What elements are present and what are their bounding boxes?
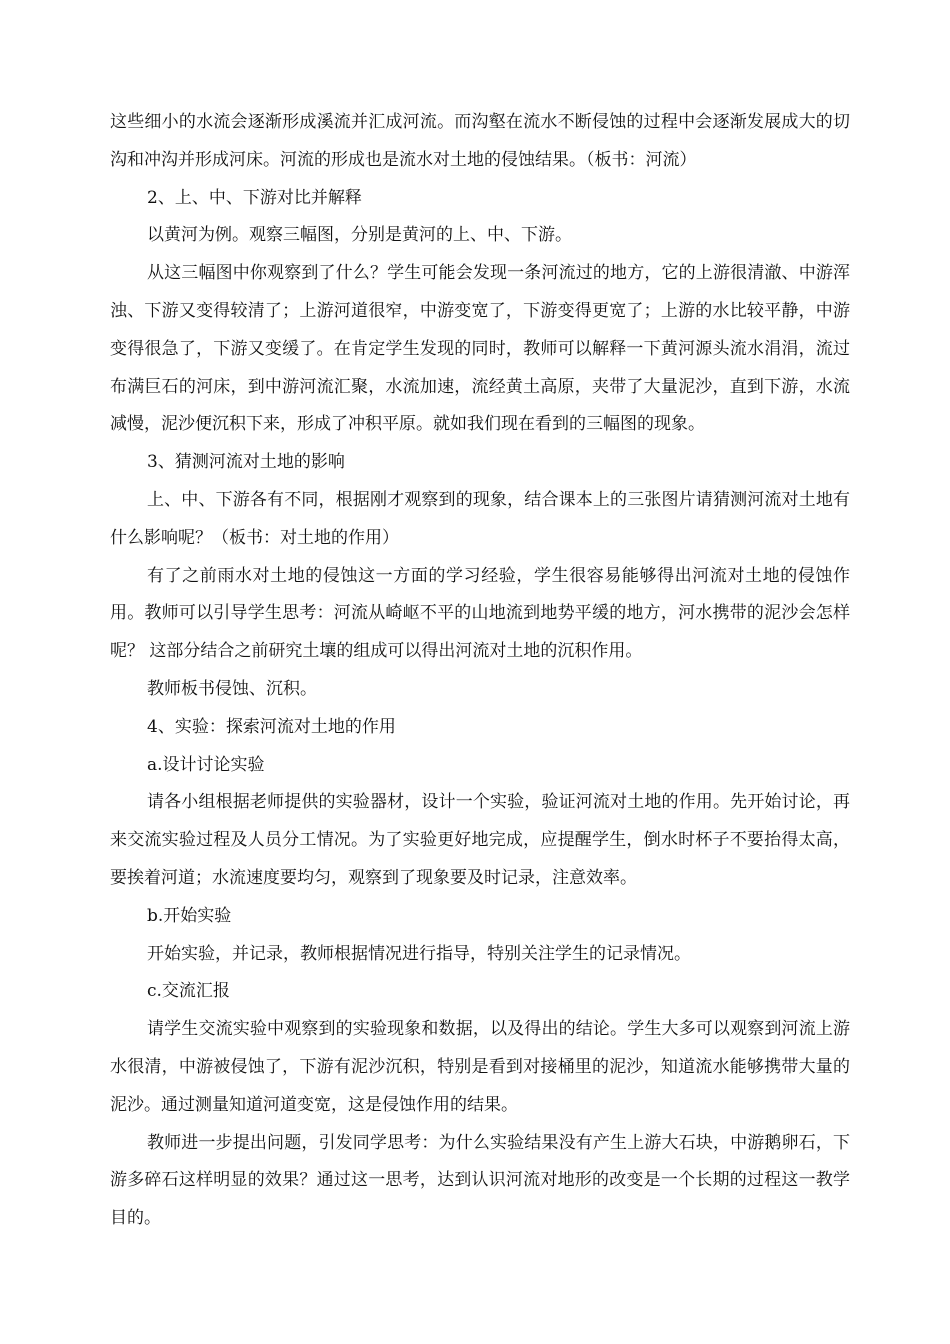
- paragraph-guess-question: 上、中、下游各有不同，根据刚才观察到的现象，结合课本上的三张图片请猜测河流对土地有什么影响呢？（板书：对土地的作用）: [110, 489, 850, 548]
- paragraph-erosion-deposition: 有了之前雨水对土地的侵蚀这一方面的学习经验，学生很容易能够得出河流对土地的侵蚀作用。教师可以引导学生思考：河流从崎岖不平的山地流到地势平缓的地方，河水携带的泥沙会怎样呢？ 这部分结合之前研究土壤的组成可以得出河流对土地的沉积作用。: [110, 565, 850, 662]
- paragraph-further-question: 教师进一步提出问题，引发同学思考：为什么实验结果没有产生上游大石块，中游鹅卵石，下游多碎石这样明显的效果？通过这一思考，达到认识河流对地形的改变是一个长期的过程这一教学目的。: [110, 1132, 850, 1229]
- subheading-report: c.交流汇报: [147, 981, 230, 1002]
- heading-upper-middle-lower-comparison: 2、上、中、下游对比并解释: [147, 187, 362, 208]
- heading-experiment: 4、实验：探索河流对土地的作用: [147, 716, 396, 737]
- subheading-design-experiment: a.设计讨论实验: [147, 754, 265, 775]
- paragraph-river-formation: 这些细小的水流会逐渐形成溪流并汇成河流。而沟壑在流水不断侵蚀的过程中会逐渐发展成大的切沟和冲沟并形成河床。河流的形成也是流水对土地的侵蚀结果。（板书：河流）: [110, 112, 850, 170]
- paragraph-start-experiment: 开始实验，并记录，教师根据情况进行指导，特别关注学生的记录情况。: [147, 943, 691, 964]
- document-body: [110, 104, 850, 1238]
- subheading-start-experiment: b.开始实验: [147, 905, 232, 926]
- paragraph-board-writing: 教师板书侵蚀、沉积。: [147, 678, 317, 699]
- paragraph-yellow-river-example: 以黄河为例。观察三幅图，分别是黄河的上、中、下游。: [147, 225, 572, 246]
- heading-guess-river-impact: 3、猜测河流对土地的影响: [147, 452, 345, 473]
- paragraph-report: 请学生交流实验中观察到的实验现象和数据，以及得出的结论。学生大多可以观察到河流上游水很清，中游被侵蚀了，下游有泥沙沉积，特别是看到对接桶里的泥沙，知道流水能够携带大量的泥沙。通过测量知道河道变宽，这是侵蚀作用的结果。: [110, 1019, 850, 1115]
- paragraph-observation: 从这三幅图中你观察到了什么？学生可能会发现一条河流过的地方，它的上游很清澈、中游浑浊、下游又变得较清了；上游河道很窄，中游变宽了，下游变得更宽了；上游的水比较平静，中游变得很急了，下游又变缓了。在肯定学生发现的同时，教师可以解释一下黄河源头流水涓涓，流过布满巨石的河床，到中游河流汇聚，水流加速，流经黄土高原，夹带了大量泥沙，直到下游，水流减慢，泥沙便沉积下来，形成了冲积平原。就如我们现在看到的三幅图的现象。: [110, 263, 850, 435]
- paragraph-design-experiment: 请各小组根据老师提供的实验器材，设计一个实验，验证河流对土地的作用。先开始讨论，再来交流实验过程及人员分工情况。为了实验更好地完成，应提醒学生，倒水时杯子不要抬得太高，要挨着河道；水流速度要均匀，观察到了现象要及时记录，注意效率。: [110, 792, 850, 888]
